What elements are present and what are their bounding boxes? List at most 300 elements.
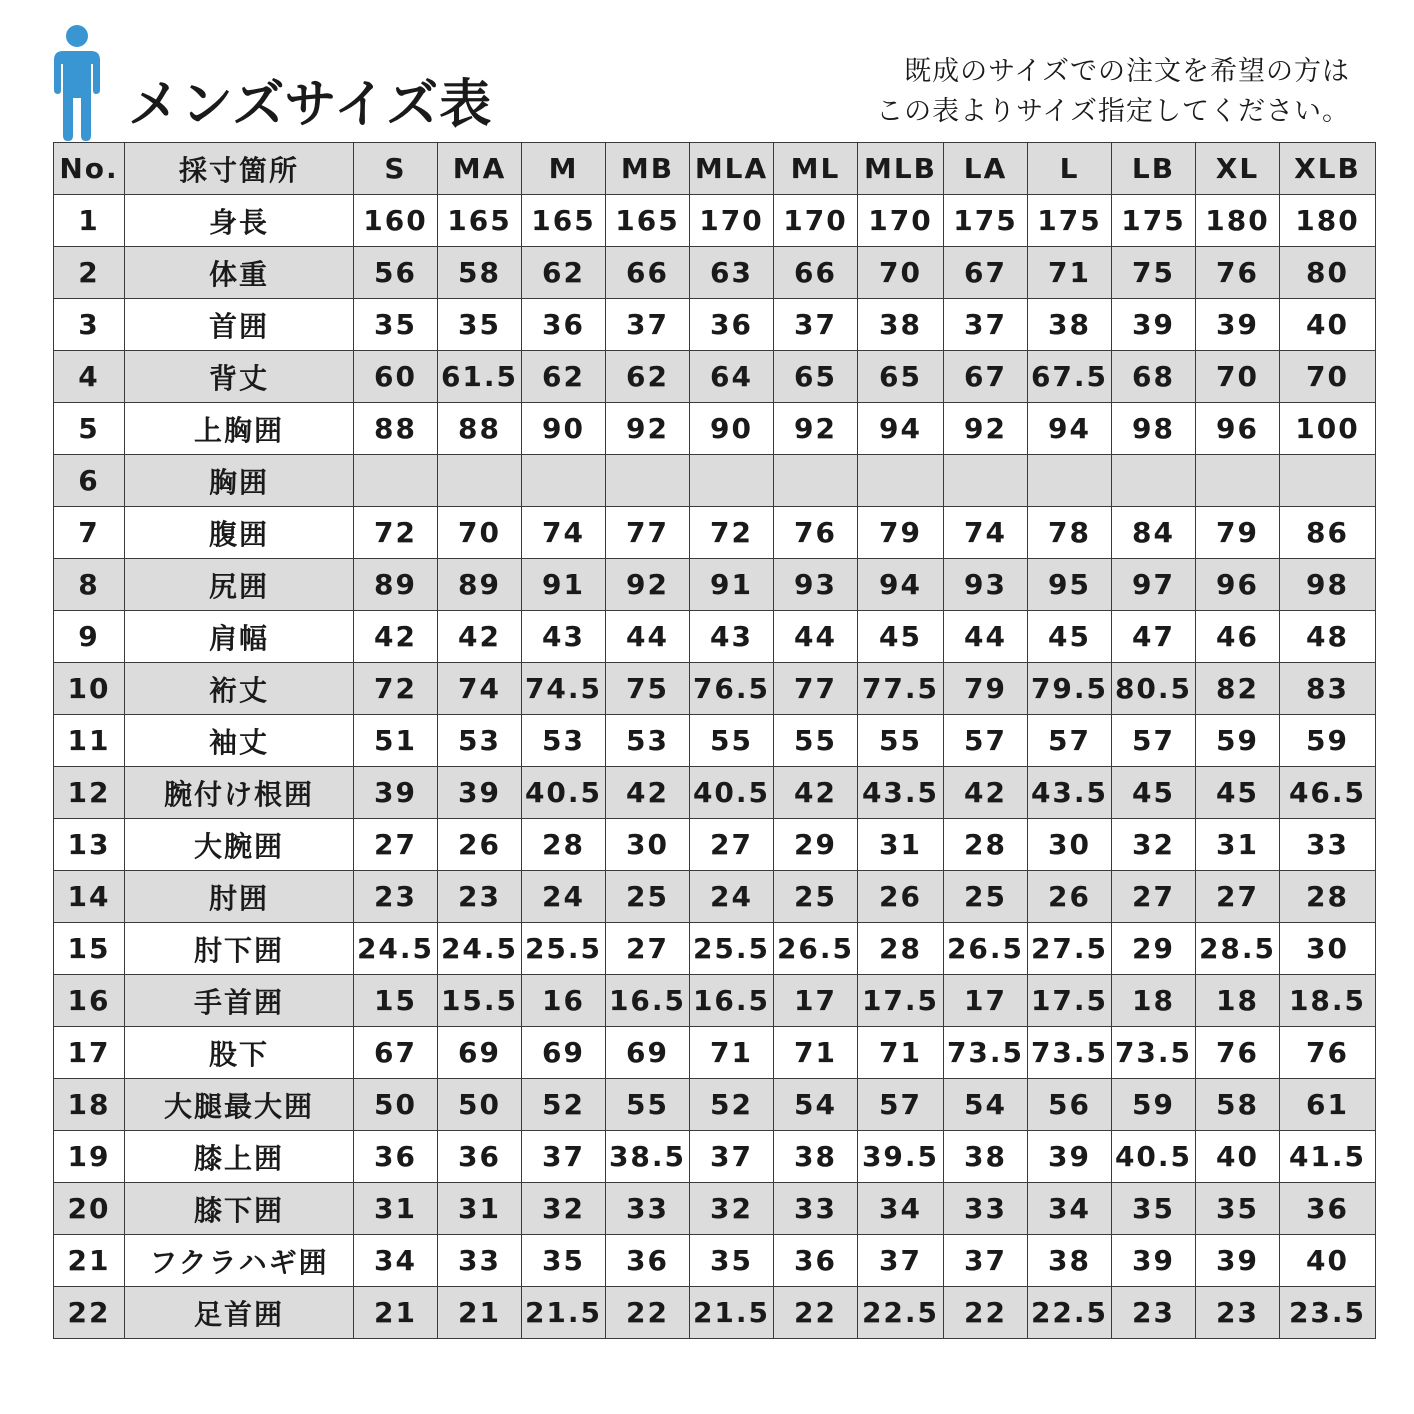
size-value: 16.5 [606, 975, 690, 1027]
size-value: 72 [690, 507, 774, 559]
size-value: 62 [522, 351, 606, 403]
size-value: 31 [354, 1183, 438, 1235]
size-value: 90 [690, 403, 774, 455]
size-value: 27 [354, 819, 438, 871]
size-value: 25 [606, 871, 690, 923]
size-value: 69 [606, 1027, 690, 1079]
size-value: 52 [522, 1079, 606, 1131]
size-value: 31 [1196, 819, 1280, 871]
size-value [522, 455, 606, 507]
size-value: 55 [774, 715, 858, 767]
row-number: 10 [54, 663, 125, 715]
size-value: 94 [858, 559, 944, 611]
size-value: 165 [606, 195, 690, 247]
size-value: 74 [522, 507, 606, 559]
size-value: 27.5 [1028, 923, 1112, 975]
table-row [54, 299, 1376, 351]
size-value: 26 [858, 871, 944, 923]
size-value: 21 [354, 1287, 438, 1339]
size-value: 38 [944, 1131, 1028, 1183]
size-value: 96 [1196, 559, 1280, 611]
size-value: 43 [690, 611, 774, 663]
size-value: 40.5 [522, 767, 606, 819]
column-header: M [522, 143, 606, 195]
size-value: 55 [858, 715, 944, 767]
size-value: 40.5 [1112, 1131, 1196, 1183]
size-value: 180 [1196, 195, 1280, 247]
size-value: 77.5 [858, 663, 944, 715]
size-value: 24.5 [438, 923, 522, 975]
size-value: 33 [606, 1183, 690, 1235]
size-value: 73.5 [1028, 1027, 1112, 1079]
size-value: 75 [606, 663, 690, 715]
column-header: MLB [858, 143, 944, 195]
row-number: 15 [54, 923, 125, 975]
size-value: 43.5 [1028, 767, 1112, 819]
size-value: 100 [1280, 403, 1376, 455]
size-value: 36 [774, 1235, 858, 1287]
size-value: 33 [774, 1183, 858, 1235]
size-value: 23 [354, 871, 438, 923]
table-row [54, 559, 1376, 611]
column-header: LB [1112, 143, 1196, 195]
size-value: 92 [774, 403, 858, 455]
size-value: 79 [858, 507, 944, 559]
column-header: MA [438, 143, 522, 195]
size-value: 23 [1112, 1287, 1196, 1339]
size-value: 37 [858, 1235, 944, 1287]
size-value: 48 [1280, 611, 1376, 663]
size-value: 44 [944, 611, 1028, 663]
table-row [54, 507, 1376, 559]
size-value: 22 [944, 1287, 1028, 1339]
measurement-point: 体重 [125, 247, 354, 299]
person-icon [50, 24, 104, 142]
size-value: 36 [354, 1131, 438, 1183]
size-value: 28 [858, 923, 944, 975]
size-value: 65 [858, 351, 944, 403]
size-value: 59 [1112, 1079, 1196, 1131]
size-value: 33 [944, 1183, 1028, 1235]
size-value: 18 [1196, 975, 1280, 1027]
table-row [54, 611, 1376, 663]
row-number: 6 [54, 455, 125, 507]
measurement-point: 肩幅 [125, 611, 354, 663]
size-value: 40 [1280, 1235, 1376, 1287]
size-value: 175 [1112, 195, 1196, 247]
size-value: 45 [1028, 611, 1112, 663]
size-value: 28 [1280, 871, 1376, 923]
table-row [54, 195, 1376, 247]
size-value: 64 [690, 351, 774, 403]
measurement-point: 股下 [125, 1027, 354, 1079]
size-value: 59 [1196, 715, 1280, 767]
size-value: 38 [1028, 1235, 1112, 1287]
size-value: 80.5 [1112, 663, 1196, 715]
size-value: 24.5 [354, 923, 438, 975]
size-value: 67 [354, 1027, 438, 1079]
size-value: 76 [1280, 1027, 1376, 1079]
column-header: LA [944, 143, 1028, 195]
table-row [54, 715, 1376, 767]
size-value: 94 [1028, 403, 1112, 455]
size-value: 79 [1196, 507, 1280, 559]
size-value: 72 [354, 663, 438, 715]
size-value: 39 [1112, 1235, 1196, 1287]
size-value: 76 [774, 507, 858, 559]
size-value: 74 [438, 663, 522, 715]
size-value: 89 [354, 559, 438, 611]
size-value: 32 [522, 1183, 606, 1235]
size-value: 45 [858, 611, 944, 663]
size-value: 57 [944, 715, 1028, 767]
size-value: 26 [438, 819, 522, 871]
size-value: 73.5 [944, 1027, 1028, 1079]
size-value: 35 [354, 299, 438, 351]
table-header-row [54, 143, 1376, 195]
size-value: 39 [354, 767, 438, 819]
row-number: 16 [54, 975, 125, 1027]
size-value: 40 [1196, 1131, 1280, 1183]
size-value: 92 [944, 403, 1028, 455]
column-header: MB [606, 143, 690, 195]
size-value: 58 [1196, 1079, 1280, 1131]
size-value: 39 [1112, 299, 1196, 351]
size-value: 25 [774, 871, 858, 923]
size-value: 37 [944, 299, 1028, 351]
size-value: 51 [354, 715, 438, 767]
note-line-2: この表よりサイズ指定してください。 [876, 96, 1350, 127]
size-value: 95 [1028, 559, 1112, 611]
size-value: 70 [1196, 351, 1280, 403]
measurement-point: 膝上囲 [125, 1131, 354, 1183]
size-value: 91 [690, 559, 774, 611]
size-value: 55 [690, 715, 774, 767]
size-value: 160 [354, 195, 438, 247]
size-value: 21.5 [690, 1287, 774, 1339]
size-value: 83 [1280, 663, 1376, 715]
measurement-point: 手首囲 [125, 975, 354, 1027]
size-value: 45 [1196, 767, 1280, 819]
size-value: 43 [522, 611, 606, 663]
size-value: 22.5 [1028, 1287, 1112, 1339]
size-value: 29 [1112, 923, 1196, 975]
size-value: 21.5 [522, 1287, 606, 1339]
size-value: 27 [690, 819, 774, 871]
row-number: 20 [54, 1183, 125, 1235]
size-value: 28 [944, 819, 1028, 871]
measurement-point: 腹囲 [125, 507, 354, 559]
table-row [54, 1287, 1376, 1339]
size-value: 57 [1028, 715, 1112, 767]
column-header: MLA [690, 143, 774, 195]
size-value: 71 [858, 1027, 944, 1079]
size-value [1280, 455, 1376, 507]
size-value: 75 [1112, 247, 1196, 299]
size-value: 22 [606, 1287, 690, 1339]
size-value: 80 [1280, 247, 1376, 299]
size-value: 96 [1196, 403, 1280, 455]
size-value: 15 [354, 975, 438, 1027]
measurement-point: 尻囲 [125, 559, 354, 611]
size-value: 36 [1280, 1183, 1376, 1235]
size-value: 79.5 [1028, 663, 1112, 715]
size-value: 27 [1196, 871, 1280, 923]
size-value: 28 [522, 819, 606, 871]
size-value: 32 [690, 1183, 774, 1235]
size-value: 35 [1196, 1183, 1280, 1235]
size-value: 65 [774, 351, 858, 403]
size-value: 72 [354, 507, 438, 559]
row-number: 8 [54, 559, 125, 611]
size-value: 55 [606, 1079, 690, 1131]
size-value: 71 [1028, 247, 1112, 299]
size-value: 71 [690, 1027, 774, 1079]
size-value: 170 [690, 195, 774, 247]
size-value [944, 455, 1028, 507]
size-value: 90 [522, 403, 606, 455]
page-title: メンズサイズ表 [128, 75, 493, 135]
table-row [54, 767, 1376, 819]
size-value: 39 [1196, 1235, 1280, 1287]
size-value: 79 [944, 663, 1028, 715]
size-value: 165 [522, 195, 606, 247]
size-value: 61.5 [438, 351, 522, 403]
size-value: 37 [522, 1131, 606, 1183]
size-value: 21 [438, 1287, 522, 1339]
size-value: 42 [774, 767, 858, 819]
size-value: 18.5 [1280, 975, 1376, 1027]
size-value: 31 [858, 819, 944, 871]
size-value: 23 [438, 871, 522, 923]
size-value: 53 [522, 715, 606, 767]
table-row [54, 663, 1376, 715]
size-value: 53 [438, 715, 522, 767]
size-value: 46 [1196, 611, 1280, 663]
column-header: No. [54, 143, 125, 195]
size-value: 39 [438, 767, 522, 819]
size-value: 67.5 [1028, 351, 1112, 403]
size-value: 37 [606, 299, 690, 351]
size-value: 59 [1280, 715, 1376, 767]
size-value: 42 [438, 611, 522, 663]
table-row [54, 455, 1376, 507]
size-value: 16 [522, 975, 606, 1027]
column-header: XLB [1280, 143, 1376, 195]
row-number: 11 [54, 715, 125, 767]
size-value: 54 [774, 1079, 858, 1131]
size-value: 36 [606, 1235, 690, 1287]
size-value: 175 [1028, 195, 1112, 247]
table-row [54, 247, 1376, 299]
row-number: 22 [54, 1287, 125, 1339]
size-value: 57 [858, 1079, 944, 1131]
row-number: 9 [54, 611, 125, 663]
measurement-point: 大腕囲 [125, 819, 354, 871]
size-value: 69 [522, 1027, 606, 1079]
size-value: 47 [1112, 611, 1196, 663]
size-value: 91 [522, 559, 606, 611]
size-value: 62 [522, 247, 606, 299]
size-value: 77 [774, 663, 858, 715]
size-value: 94 [858, 403, 944, 455]
size-value: 45 [1112, 767, 1196, 819]
size-value: 53 [606, 715, 690, 767]
size-value: 97 [1112, 559, 1196, 611]
table-row [54, 351, 1376, 403]
size-value: 54 [944, 1079, 1028, 1131]
table-row [54, 819, 1376, 871]
size-value [774, 455, 858, 507]
size-value: 70 [438, 507, 522, 559]
size-value: 61 [1280, 1079, 1376, 1131]
size-value: 43.5 [858, 767, 944, 819]
size-value: 86 [1280, 507, 1376, 559]
size-value: 38 [858, 299, 944, 351]
size-value: 50 [354, 1079, 438, 1131]
size-value: 35 [438, 299, 522, 351]
size-value: 35 [690, 1235, 774, 1287]
size-value: 16.5 [690, 975, 774, 1027]
size-value: 35 [522, 1235, 606, 1287]
row-number: 19 [54, 1131, 125, 1183]
size-value: 44 [774, 611, 858, 663]
measurement-point: 肘囲 [125, 871, 354, 923]
size-value: 22 [774, 1287, 858, 1339]
size-value: 17.5 [858, 975, 944, 1027]
size-value: 73.5 [1112, 1027, 1196, 1079]
table-body [54, 195, 1376, 1339]
size-value: 39.5 [858, 1131, 944, 1183]
size-value: 36 [438, 1131, 522, 1183]
size-value: 98 [1280, 559, 1376, 611]
column-header: L [1028, 143, 1112, 195]
size-value: 33 [1280, 819, 1376, 871]
table-row [54, 1079, 1376, 1131]
size-value [354, 455, 438, 507]
size-value: 60 [354, 351, 438, 403]
size-value: 25 [944, 871, 1028, 923]
table-row [54, 1235, 1376, 1287]
table-row [54, 403, 1376, 455]
size-value: 17 [944, 975, 1028, 1027]
size-value [690, 455, 774, 507]
size-value: 165 [438, 195, 522, 247]
table-row [54, 923, 1376, 975]
size-value: 32 [1112, 819, 1196, 871]
size-value: 22.5 [858, 1287, 944, 1339]
measurement-point: 袖丈 [125, 715, 354, 767]
size-value: 18 [1112, 975, 1196, 1027]
size-value: 41.5 [1280, 1131, 1376, 1183]
size-value: 37 [690, 1131, 774, 1183]
column-header: S [354, 143, 438, 195]
table-row [54, 1131, 1376, 1183]
size-value: 34 [858, 1183, 944, 1235]
size-value: 36 [522, 299, 606, 351]
size-value: 63 [690, 247, 774, 299]
size-value: 25.5 [690, 923, 774, 975]
size-table [53, 142, 1376, 1339]
size-value: 74 [944, 507, 1028, 559]
size-value: 26 [1028, 871, 1112, 923]
size-value: 40 [1280, 299, 1376, 351]
size-value: 30 [1280, 923, 1376, 975]
size-value: 175 [944, 195, 1028, 247]
column-header: 採寸箇所 [125, 143, 354, 195]
size-value: 31 [438, 1183, 522, 1235]
size-value [438, 455, 522, 507]
size-value: 62 [606, 351, 690, 403]
size-value: 42 [606, 767, 690, 819]
row-number: 13 [54, 819, 125, 871]
measurement-point: 胸囲 [125, 455, 354, 507]
size-value: 66 [774, 247, 858, 299]
size-value: 76 [1196, 247, 1280, 299]
size-value: 98 [1112, 403, 1196, 455]
size-value: 38 [1028, 299, 1112, 351]
size-value: 71 [774, 1027, 858, 1079]
size-value: 37 [944, 1235, 1028, 1287]
size-value: 26.5 [774, 923, 858, 975]
measurement-point: 足首囲 [125, 1287, 354, 1339]
measurement-point: 身長 [125, 195, 354, 247]
size-value [858, 455, 944, 507]
table-row [54, 871, 1376, 923]
size-value: 37 [774, 299, 858, 351]
size-value [1112, 455, 1196, 507]
row-number: 3 [54, 299, 125, 351]
size-value: 56 [354, 247, 438, 299]
size-value [1028, 455, 1112, 507]
size-value: 78 [1028, 507, 1112, 559]
size-value: 27 [1112, 871, 1196, 923]
size-value: 24 [690, 871, 774, 923]
size-value: 17.5 [1028, 975, 1112, 1027]
size-value: 69 [438, 1027, 522, 1079]
size-value: 17 [774, 975, 858, 1027]
row-number: 1 [54, 195, 125, 247]
size-value: 76.5 [690, 663, 774, 715]
size-value: 93 [944, 559, 1028, 611]
measurement-point: フクラハギ囲 [125, 1235, 354, 1287]
row-number: 2 [54, 247, 125, 299]
size-value: 84 [1112, 507, 1196, 559]
size-value: 30 [606, 819, 690, 871]
size-value: 44 [606, 611, 690, 663]
size-value: 36 [690, 299, 774, 351]
size-value: 34 [1028, 1183, 1112, 1235]
size-value: 170 [774, 195, 858, 247]
size-value: 92 [606, 403, 690, 455]
measurement-point: 上胸囲 [125, 403, 354, 455]
column-header: ML [774, 143, 858, 195]
column-header: XL [1196, 143, 1280, 195]
row-number: 12 [54, 767, 125, 819]
size-value: 46.5 [1280, 767, 1376, 819]
size-value: 30 [1028, 819, 1112, 871]
measurement-point: 首囲 [125, 299, 354, 351]
row-number: 5 [54, 403, 125, 455]
size-value: 23.5 [1280, 1287, 1376, 1339]
size-value: 38.5 [606, 1131, 690, 1183]
size-value: 52 [690, 1079, 774, 1131]
measurement-point: 裄丈 [125, 663, 354, 715]
size-value: 28.5 [1196, 923, 1280, 975]
size-value: 56 [1028, 1079, 1112, 1131]
size-value: 70 [1280, 351, 1376, 403]
size-value: 27 [606, 923, 690, 975]
